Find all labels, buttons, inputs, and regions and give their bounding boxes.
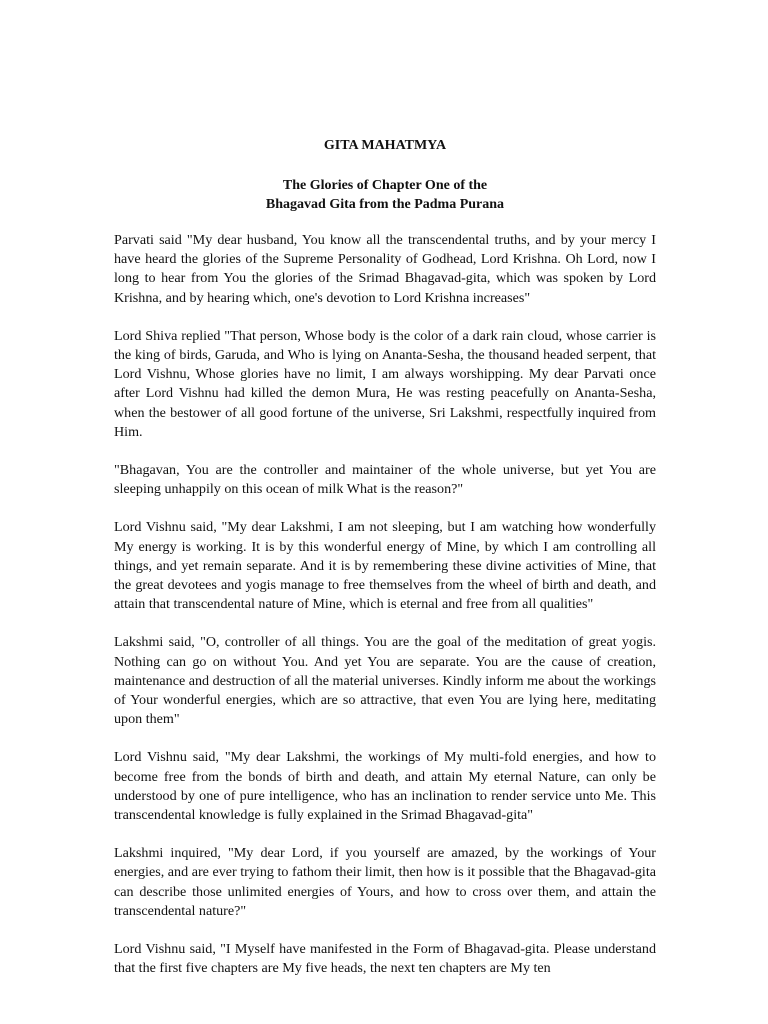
document-subtitle — [114, 176, 656, 214]
subtitle-line-2: Bhagavad Gita from the Padma Purana — [265, 197, 505, 212]
paragraph-vishnu-answer-1: Lord Vishnu said, "My dear Lakshmi, I am not sleeping, but I am watching how wonderfully My energy is working. It is by this wonderful energy of Mine, by which I am controlling all things, and yet remain separate. And it is by remembering these divine activities of Mine, that the great devotees and yogis manage to free themselves from the wheel of birth and death, and attain that transcendental nature of Mine, which is eternal and free from all qualities" — [114, 519, 656, 613]
paragraph-lakshmi-question: "Bhagavan, You are the controller and maintainer of the whole universe, but yet You are sleeping unhappily on this ocean of milk What is the reason?" — [114, 462, 656, 498]
document-title: GITA MAHATMYA — [323, 138, 447, 153]
subtitle-line-1: The Glories of Chapter One of the — [282, 178, 488, 193]
paragraph-lakshmi-inquiry: Lakshmi inquired, "My dear Lord, if you yourself are amazed, by the workings of Your energies, and are ever trying to fathom their limit, then how is it possible that the Bhagavad-gita can describe those unlimited energies of Yours, and how to cross over them, and attain the transcendental nature?" — [114, 845, 656, 919]
paragraph-shiva-reply: Lord Shiva replied "That person, Whose body is the color of a dark rain cloud, whose carrier is the king of birds, Garuda, and Who is lying on Ananta-Sesha, the thousand headed serpent, that Lord Vishnu, Whose glories have no limit, I am always worshipping. My dear Parvati once after Lord Vishnu had killed the demon Mura, He was resting peacefully on Ananta-Sesha, when the bestower of all good fortune of the universe, Sri Lakshmi, respectfully inquired from Him. — [114, 327, 656, 440]
paragraph-lakshmi-praise: Lakshmi said, "O, controller of all things. You are the goal of the meditation of great yogis. Nothing can go on without You. And yet You are separate. You are the cause of creation, maintenance and destruction of all the material universes. Kindly inform me about the workings of Your wonderful energies, which are so attractive, that even You are lying here, meditating upon them" — [114, 634, 656, 728]
document-page — [114, 136, 656, 998]
paragraph-vishnu-answer-3: Lord Vishnu said, "I Myself have manifested in the Form of Bhagavad-gita. Please understand that the first five chapters are My five heads, the next ten chapters are My ten — [114, 941, 656, 977]
paragraph-vishnu-answer-2: Lord Vishnu said, "My dear Lakshmi, the workings of My multi-fold energies, and how to become free from the bonds of birth and death, and attain My eternal Nature, can only be understood by one of pure intelligence, who has an inclination to render service unto Me. This transcendental knowledge is fully explained in the Srimad Bhagavad-gita" — [114, 749, 656, 824]
paragraph-parvati-request: Parvati said "My dear husband, You know all the transcendental truths, and by your mercy I have heard the glories of the Supreme Personality of Godhead, Lord Krishna. Oh Lord, now I long to hear from You the glories of the Srimad Bhagavad-gita, which was spoken by Lord Krishna, and by hearing which, one's devotion to Lord Krishna increases" — [114, 232, 656, 306]
